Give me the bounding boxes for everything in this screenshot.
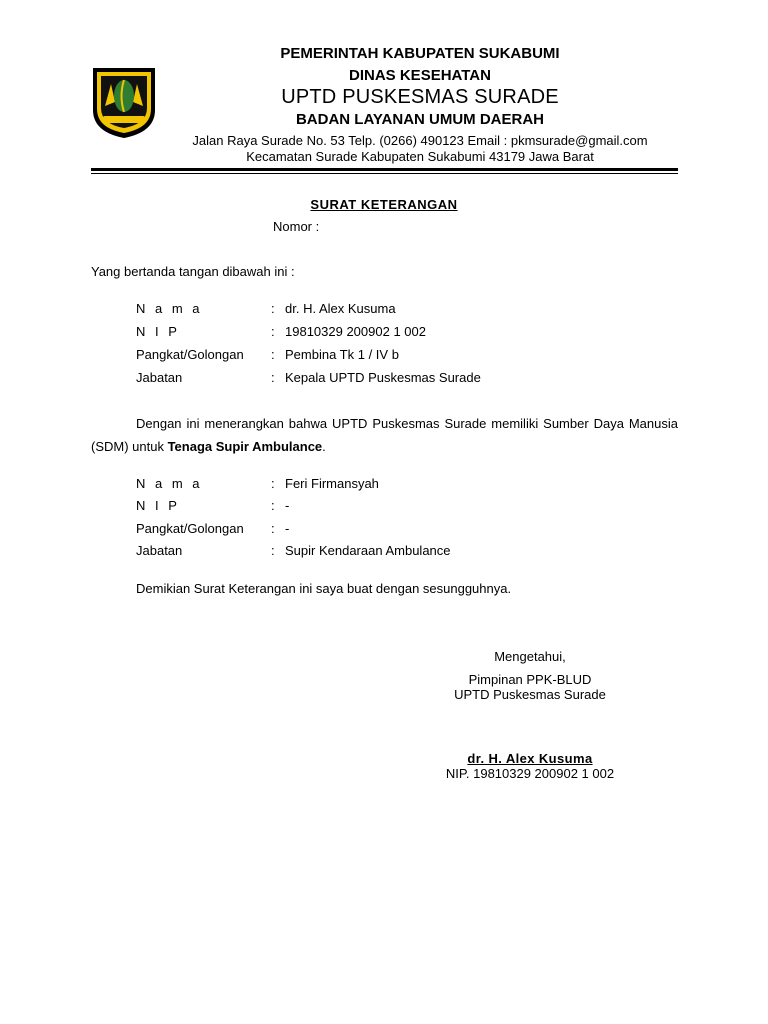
subject-rank-value: - xyxy=(285,521,290,536)
signature-name: dr. H. Alex Kusuma xyxy=(467,751,593,766)
signer-name-value: dr. H. Alex Kusuma xyxy=(285,301,396,316)
field-colon: : xyxy=(271,498,275,513)
field-colon: : xyxy=(271,324,275,339)
field-label: Pangkat/Golongan xyxy=(136,347,244,362)
letterhead-institution: UPTD PUSKESMAS SURADE xyxy=(281,86,559,108)
subject-nip-value: - xyxy=(285,498,290,513)
field-colon: : xyxy=(271,543,275,558)
statement-paragraph xyxy=(91,412,678,458)
field-colon: : xyxy=(271,370,275,385)
document-number: Nomor : xyxy=(273,219,320,234)
district-emblem-logo xyxy=(91,66,157,140)
field-colon: : xyxy=(271,347,275,362)
field-colon: : xyxy=(271,476,275,491)
letterhead-unit: BADAN LAYANAN UMUM DAERAH xyxy=(295,111,545,128)
subject-name-value: Feri Firmansyah xyxy=(285,476,379,491)
field-label: Pangkat/Golongan xyxy=(136,521,244,536)
field-label: N a m a xyxy=(136,301,203,316)
letterhead-rule-thin xyxy=(91,173,678,174)
closing-line: Demikian Surat Keterangan ini saya buat dengan sesungguhnya. xyxy=(136,581,512,596)
signer-rank-value: Pembina Tk 1 / IV b xyxy=(285,347,399,362)
subject-position-value: Supir Kendaraan Ambulance xyxy=(285,543,451,558)
statement-end: . xyxy=(322,439,326,454)
document-title: SURAT KETERANGAN xyxy=(310,197,458,212)
letterhead-agency: DINAS KESEHATAN xyxy=(349,67,491,84)
field-label: Jabatan xyxy=(136,370,183,385)
signature-nip: NIP. 19810329 200902 1 002 xyxy=(445,766,615,781)
statement-text: Dengan ini menerangkan bahwa UPTD Puskesmas Surade memiliki Sumber Daya Manusia (SDM) untuk xyxy=(91,416,678,454)
opening-line: Yang bertanda tangan dibawah ini : xyxy=(91,264,295,279)
signer-nip-value: 19810329 200902 1 002 xyxy=(285,324,426,339)
signature-institution: UPTD Puskesmas Surade xyxy=(454,687,606,702)
field-colon: : xyxy=(271,521,275,536)
letterhead-region: Kecamatan Surade Kabupaten Sukabumi 43179 Jawa Barat xyxy=(246,149,594,164)
field-label: N I P xyxy=(136,498,180,513)
letterhead-government: PEMERINTAH KABUPATEN SUKABUMI xyxy=(280,45,560,62)
signature-known: Mengetahui, xyxy=(494,649,566,664)
signer-position-value: Kepala UPTD Puskesmas Surade xyxy=(285,370,481,385)
letterhead-rule-thick xyxy=(91,168,678,171)
statement-emphasis: Tenaga Supir Ambulance xyxy=(167,439,323,454)
field-colon: : xyxy=(271,301,275,316)
field-label: N a m a xyxy=(136,476,203,491)
field-label: Jabatan xyxy=(136,543,183,558)
letterhead-address: Jalan Raya Surade No. 53 Telp. (0266) 490123 Email : pkmsurade@gmail.com xyxy=(192,133,648,148)
field-label: N I P xyxy=(136,324,180,339)
signature-position: Pimpinan PPK-BLUD xyxy=(468,672,592,687)
